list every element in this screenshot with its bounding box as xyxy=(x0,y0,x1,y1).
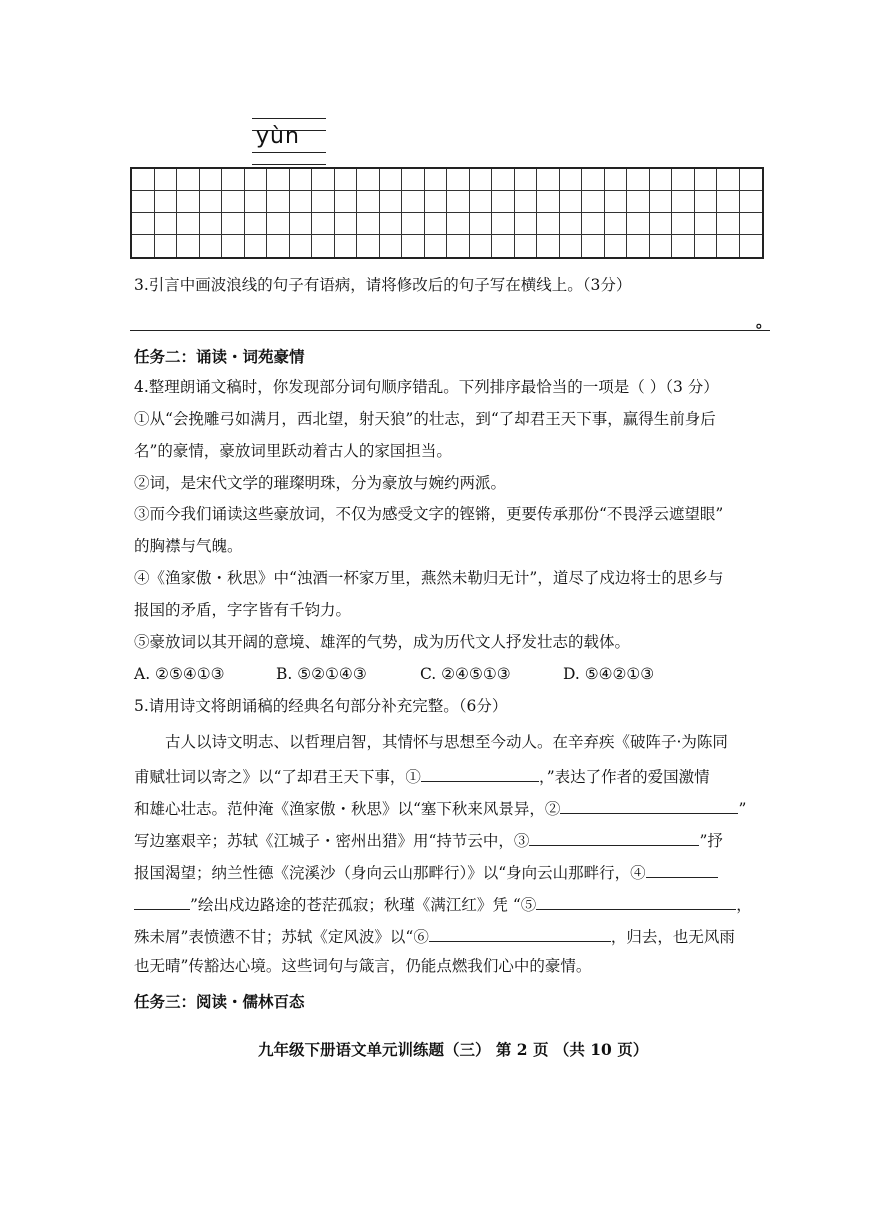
grid-cell[interactable] xyxy=(357,169,380,191)
grid-cell[interactable] xyxy=(447,213,470,235)
q5-line-6 xyxy=(134,891,752,916)
grid-cell[interactable] xyxy=(380,213,403,235)
grid-cell[interactable] xyxy=(245,191,268,213)
writing-grid[interactable] xyxy=(130,167,764,259)
question-4-stem: 4.整理朗诵文稿时，你发现部分词句顺序错乱。下列排序最恰当的一项是（ ）（3 分） xyxy=(134,378,719,396)
grid-cell[interactable] xyxy=(267,213,290,235)
grid-cell[interactable] xyxy=(627,191,650,213)
grid-cell[interactable] xyxy=(155,169,178,191)
grid-cell[interactable] xyxy=(335,213,358,235)
grid-cell[interactable] xyxy=(470,235,493,257)
grid-cell[interactable] xyxy=(335,235,358,257)
question-5-stem: 5.请用诗文将朗诵稿的经典名句部分补充完整。（6分） xyxy=(134,697,508,715)
blank-3[interactable] xyxy=(529,827,699,846)
grid-cell[interactable] xyxy=(492,169,515,191)
grid-cell[interactable] xyxy=(560,169,583,191)
q5-line-4-text-a: 写边塞艰辛；苏轼《江城子・密州出猎》用“持节云中，③ xyxy=(134,832,530,850)
grid-cell[interactable] xyxy=(627,169,650,191)
q3-answer-line[interactable] xyxy=(130,330,770,331)
grid-cell[interactable] xyxy=(222,213,245,235)
grid-cell[interactable] xyxy=(177,235,200,257)
grid-cell[interactable] xyxy=(717,213,740,235)
q3-end-mark: 。 xyxy=(756,312,772,331)
grid-cell[interactable] xyxy=(515,169,538,191)
grid-cell[interactable] xyxy=(470,169,493,191)
grid-cell[interactable] xyxy=(245,169,268,191)
grid-cell[interactable] xyxy=(245,213,268,235)
grid-cell[interactable] xyxy=(605,235,628,257)
grid-cell[interactable] xyxy=(650,213,673,235)
grid-cell[interactable] xyxy=(402,191,425,213)
grid-cell[interactable] xyxy=(335,169,358,191)
grid-cell[interactable] xyxy=(425,235,448,257)
task-2-heading: 任务二：诵读・词苑豪情 xyxy=(134,347,305,366)
grid-cell[interactable] xyxy=(492,213,515,235)
grid-cell[interactable] xyxy=(672,191,695,213)
grid-cell[interactable] xyxy=(717,169,740,191)
grid-cell[interactable] xyxy=(582,191,605,213)
grid-cell[interactable] xyxy=(267,235,290,257)
grid-cell[interactable] xyxy=(537,191,560,213)
grid-cell[interactable] xyxy=(470,213,493,235)
q5-line-8: 也无晴”传豁达心境。这些词句与箴言，仍能点燃我们心中的豪情。 xyxy=(134,957,592,975)
pinyin-rule-4 xyxy=(252,164,326,165)
grid-cell[interactable] xyxy=(447,191,470,213)
grid-cell[interactable] xyxy=(740,191,763,213)
grid-cell[interactable] xyxy=(537,213,560,235)
grid-cell[interactable] xyxy=(447,235,470,257)
grid-cell[interactable] xyxy=(695,191,718,213)
grid-cell[interactable] xyxy=(290,169,313,191)
grid-cell[interactable] xyxy=(425,169,448,191)
grid-cell[interactable] xyxy=(402,169,425,191)
grid-cell[interactable] xyxy=(402,235,425,257)
grid-cell[interactable] xyxy=(672,235,695,257)
grid-cell[interactable] xyxy=(515,235,538,257)
q5-line-7 xyxy=(134,923,735,948)
q4-sentence-3a: ③而今我们诵读这些豪放词，不仅为感受文字的铿锵，更要传承那份“不畏浮云遮望眼” xyxy=(134,505,724,523)
q4-sentence-1b: 名”的豪情，豪放词里跃动着古人的家国担当。 xyxy=(134,442,452,460)
q5-line-3-text-b: ” xyxy=(738,800,747,818)
q5-line-5-text-a: 报国渴望；纳兰性德《浣溪沙（身向云山那畔行）》以“身向云山那畔行，④ xyxy=(134,864,646,882)
blank-2[interactable] xyxy=(560,795,738,814)
grid-cell[interactable] xyxy=(357,213,380,235)
grid-cell[interactable] xyxy=(200,213,223,235)
q5-line-2-text-a: 甫赋壮词以寄之》以“了却君王天下事，① xyxy=(134,768,421,786)
grid-cell[interactable] xyxy=(605,213,628,235)
pinyin-rule-1 xyxy=(252,118,326,119)
grid-cell[interactable] xyxy=(312,191,335,213)
q5-line-3 xyxy=(134,795,746,820)
grid-cell[interactable] xyxy=(335,191,358,213)
q4-sentence-1a: ①从“会挽雕弓如满月，西北望，射天狼”的壮志，到“了却君王天下事，赢得生前身后 xyxy=(134,410,716,428)
grid-cell[interactable] xyxy=(312,235,335,257)
pinyin-box xyxy=(252,118,326,164)
blank-4b[interactable] xyxy=(134,891,190,910)
q5-line-7-text-a: 殊未屑”表愤懑不甘；苏轼《定风波》以“⑥ xyxy=(134,928,429,946)
grid-cell[interactable] xyxy=(200,191,223,213)
q5-line-6-text-a: ”绘出戍边路途的苍茫孤寂；秋瑾《满江红》凭 “⑤ xyxy=(190,896,537,914)
grid-cell[interactable] xyxy=(650,235,673,257)
grid-cell[interactable] xyxy=(717,235,740,257)
grid-cell[interactable] xyxy=(155,191,178,213)
blank-4a[interactable] xyxy=(646,859,718,878)
grid-cell[interactable] xyxy=(290,191,313,213)
grid-cell[interactable] xyxy=(470,191,493,213)
grid-cell[interactable] xyxy=(695,213,718,235)
task-3-heading: 任务三：阅读・儒林百态 xyxy=(134,992,305,1011)
q5-line-4 xyxy=(134,827,723,852)
grid-cell[interactable] xyxy=(200,235,223,257)
grid-cell[interactable] xyxy=(740,169,763,191)
grid-cell[interactable] xyxy=(177,169,200,191)
grid-cell[interactable] xyxy=(222,191,245,213)
pinyin-rule-3 xyxy=(252,152,326,153)
q5-line-2 xyxy=(134,763,710,788)
question-3: 3.引言中画波浪线的句子有语病，请将修改后的句子写在横线上。（3分） xyxy=(134,276,632,294)
grid-cell[interactable] xyxy=(245,235,268,257)
q5-line-3-text-a: 和雄心壮志。范仲淹《渔家傲・秋思》以“塞下秋来风景异，② xyxy=(134,800,561,818)
grid-cell[interactable] xyxy=(267,169,290,191)
grid-cell[interactable] xyxy=(380,191,403,213)
grid-cell[interactable] xyxy=(357,191,380,213)
blank-6[interactable] xyxy=(429,923,611,942)
q4-sentence-4b: 报国的矛盾，字字皆有千钧力。 xyxy=(134,601,352,619)
grid-cell[interactable] xyxy=(560,235,583,257)
pinyin-text: yùn xyxy=(256,124,300,149)
grid-cell[interactable] xyxy=(425,213,448,235)
grid-cell[interactable] xyxy=(290,213,313,235)
grid-cell[interactable] xyxy=(627,213,650,235)
blank-1[interactable] xyxy=(421,763,539,782)
grid-cell[interactable] xyxy=(672,169,695,191)
grid-cell[interactable] xyxy=(740,213,763,235)
grid-cell[interactable] xyxy=(177,191,200,213)
q4-option-a[interactable]: A. ②⑤④①③ xyxy=(134,665,225,683)
blank-5[interactable] xyxy=(536,891,736,910)
grid-cell[interactable] xyxy=(132,213,155,235)
q4-sentence-3b: 的胸襟与气魄。 xyxy=(134,537,243,555)
grid-cell[interactable] xyxy=(695,235,718,257)
grid-cell[interactable] xyxy=(380,169,403,191)
grid-cell[interactable] xyxy=(267,191,290,213)
grid-cell[interactable] xyxy=(515,191,538,213)
q4-sentence-4a: ④《渔家傲・秋思》中“浊酒一杯家万里，燕然未勒归无计”，道尽了戍边将士的思乡与 xyxy=(134,569,724,587)
grid-cell[interactable] xyxy=(560,191,583,213)
grid-cell[interactable] xyxy=(560,213,583,235)
q5-line-1: 古人以诗文明志、以哲理启智，其情怀与思想至今动人。在辛弃疾《破阵子·为陈同 xyxy=(165,733,728,751)
grid-cell[interactable] xyxy=(582,213,605,235)
grid-cell[interactable] xyxy=(425,191,448,213)
grid-cell[interactable] xyxy=(155,213,178,235)
grid-cell[interactable] xyxy=(290,235,313,257)
q4-option-c[interactable]: C. ②④⑤①③ xyxy=(420,665,511,683)
grid-cell[interactable] xyxy=(650,169,673,191)
grid-cell[interactable] xyxy=(155,235,178,257)
q5-line-4-text-b: ”抒 xyxy=(699,832,723,850)
grid-cell[interactable] xyxy=(132,235,155,257)
q5-line-6-text-b: ， xyxy=(736,896,752,914)
grid-cell[interactable] xyxy=(200,169,223,191)
grid-cell[interactable] xyxy=(447,169,470,191)
grid-cell[interactable] xyxy=(492,235,515,257)
grid-cell[interactable] xyxy=(132,191,155,213)
q4-sentence-2: ②词，是宋代文学的璀璨明珠，分为豪放与婉约两派。 xyxy=(134,474,507,492)
grid-cell[interactable] xyxy=(312,213,335,235)
page-footer: 九年级下册语文单元训练题（三） 第 2 页 （共 10 页） xyxy=(258,1040,649,1059)
q5-line-2-text-b: ，”表达了作者的爱国激情 xyxy=(538,768,710,786)
grid-cell[interactable] xyxy=(312,169,335,191)
grid-cell[interactable] xyxy=(402,213,425,235)
q4-option-b[interactable]: B. ⑤②①④③ xyxy=(276,665,367,683)
grid-cell[interactable] xyxy=(515,213,538,235)
grid-cell[interactable] xyxy=(222,169,245,191)
grid-cell[interactable] xyxy=(605,169,628,191)
grid-cell[interactable] xyxy=(740,235,763,257)
q5-line-7-text-b: ，归去，也无风雨 xyxy=(610,928,735,946)
grid-cell[interactable] xyxy=(492,191,515,213)
grid-cell[interactable] xyxy=(177,213,200,235)
q4-option-d[interactable]: D. ⑤④②①③ xyxy=(563,665,655,683)
q4-sentence-5: ⑤豪放词以其开阔的意境、雄浑的气势，成为历代文人抒发壮志的载体。 xyxy=(134,633,631,651)
grid-cell[interactable] xyxy=(222,235,245,257)
grid-cell[interactable] xyxy=(605,191,628,213)
grid-cell[interactable] xyxy=(650,191,673,213)
grid-cell[interactable] xyxy=(582,235,605,257)
grid-cell[interactable] xyxy=(672,213,695,235)
grid-cell[interactable] xyxy=(627,235,650,257)
grid-cell[interactable] xyxy=(380,235,403,257)
q5-line-5 xyxy=(134,859,718,884)
grid-cell[interactable] xyxy=(717,191,740,213)
grid-cell[interactable] xyxy=(537,169,560,191)
grid-cell[interactable] xyxy=(357,235,380,257)
grid-cell[interactable] xyxy=(582,169,605,191)
grid-cell[interactable] xyxy=(132,169,155,191)
grid-cell[interactable] xyxy=(695,169,718,191)
grid-cell[interactable] xyxy=(537,235,560,257)
